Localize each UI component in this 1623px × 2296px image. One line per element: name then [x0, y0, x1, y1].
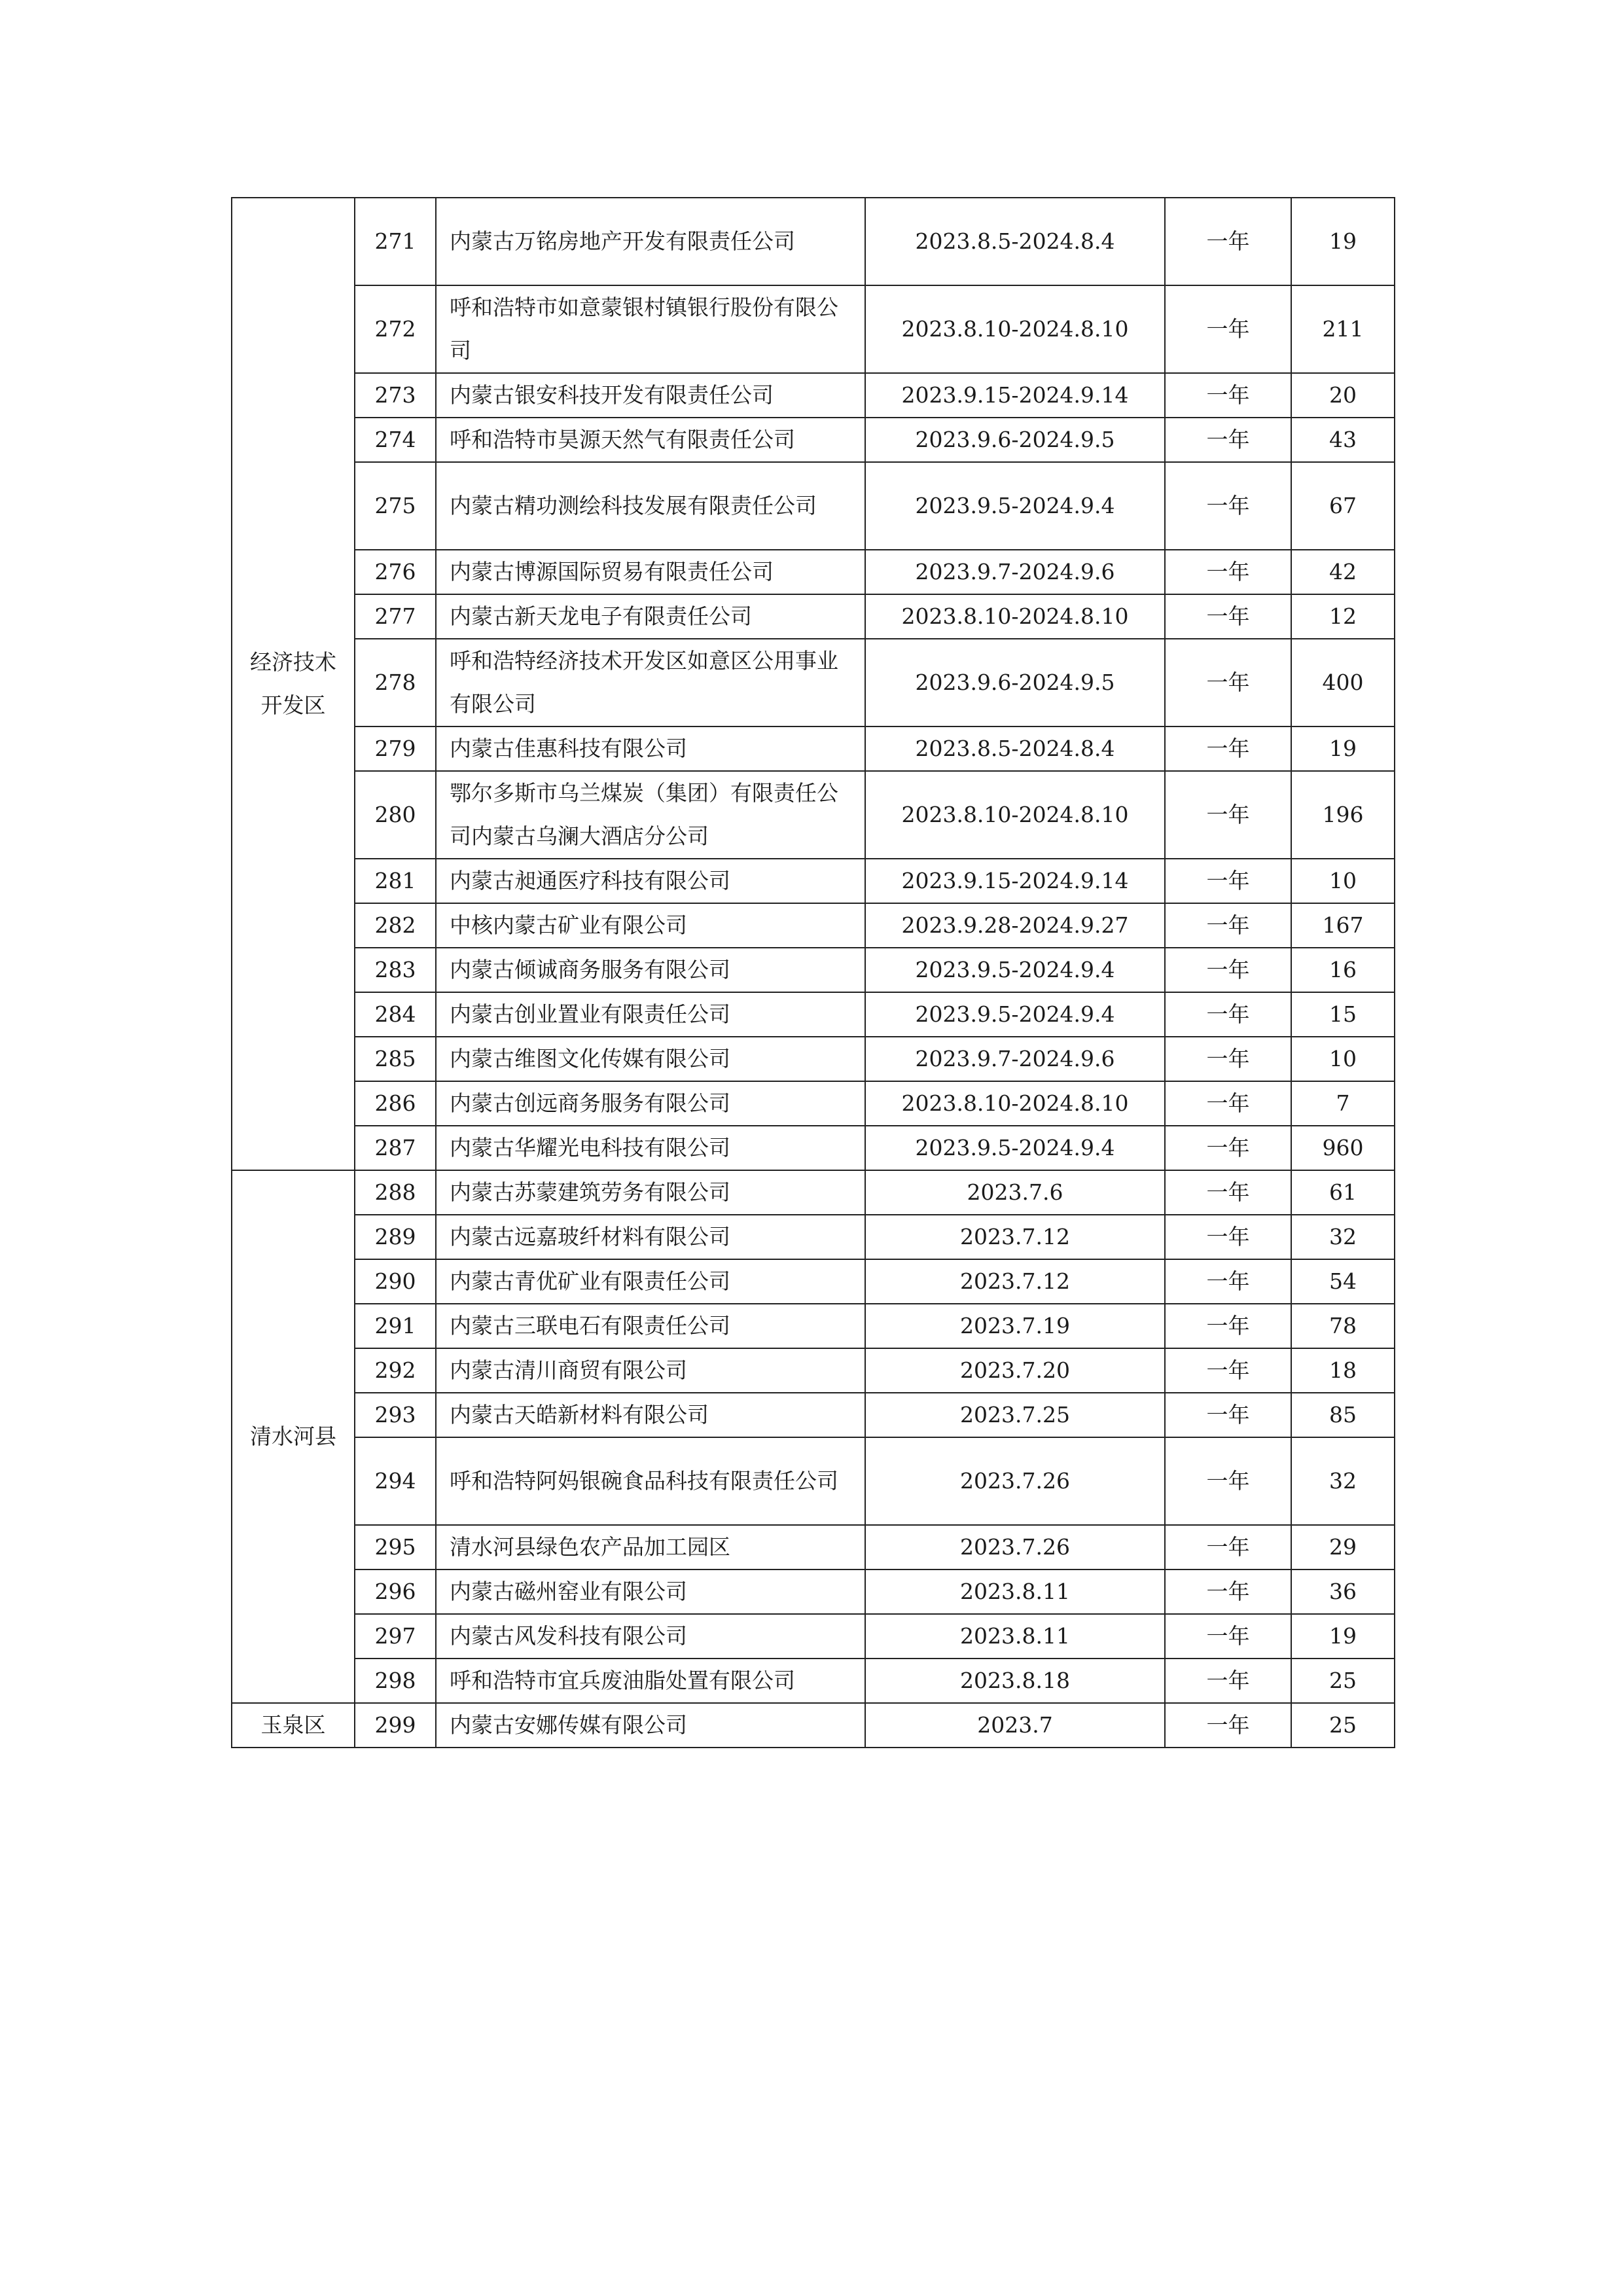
row-number-cell: 279 [355, 726, 436, 771]
count-cell: 54 [1291, 1259, 1395, 1304]
count-cell: 167 [1291, 903, 1395, 948]
company-list-table [231, 197, 1395, 1748]
table-row [232, 373, 1395, 418]
row-number-cell: 281 [355, 859, 436, 903]
count-cell: 211 [1291, 285, 1395, 373]
table-row [232, 1126, 1395, 1170]
company-name-cell: 内蒙古佳惠科技有限公司 [436, 726, 865, 771]
count-cell: 25 [1291, 1659, 1395, 1703]
term-cell: 一年 [1165, 1259, 1291, 1304]
table-row [232, 550, 1395, 594]
period-cell: 2023.9.28-2024.9.27 [865, 903, 1165, 948]
company-name-cell: 内蒙古远嘉玻纤材料有限公司 [436, 1215, 865, 1259]
table-row [232, 1037, 1395, 1081]
count-cell: 19 [1291, 1614, 1395, 1659]
row-number-cell: 291 [355, 1304, 436, 1348]
table-body [232, 198, 1395, 1748]
row-number-cell: 298 [355, 1659, 436, 1703]
row-number-cell: 275 [355, 462, 436, 550]
table-row [232, 1703, 1395, 1748]
company-name-cell: 内蒙古华耀光电科技有限公司 [436, 1126, 865, 1170]
table-row [232, 726, 1395, 771]
term-cell: 一年 [1165, 859, 1291, 903]
row-number-cell: 286 [355, 1081, 436, 1126]
company-name-cell: 呼和浩特阿妈银碗食品科技有限责任公司 [436, 1437, 865, 1525]
period-cell: 2023.8.10-2024.8.10 [865, 594, 1165, 639]
term-cell: 一年 [1165, 639, 1291, 726]
count-cell: 10 [1291, 859, 1395, 903]
table-row [232, 1525, 1395, 1570]
table-row [232, 903, 1395, 948]
count-cell: 85 [1291, 1393, 1395, 1437]
table-row [232, 948, 1395, 992]
company-name-cell: 内蒙古创远商务服务有限公司 [436, 1081, 865, 1126]
table-row [232, 198, 1395, 285]
table-row [232, 462, 1395, 550]
row-number-cell: 278 [355, 639, 436, 726]
company-name-cell: 鄂尔多斯市乌兰煤炭（集团）有限责任公司内蒙古乌澜大酒店分公司 [436, 771, 865, 859]
company-name-cell: 呼和浩特市昊源天然气有限责任公司 [436, 418, 865, 462]
company-name-cell: 内蒙古青优矿业有限责任公司 [436, 1259, 865, 1304]
count-cell: 15 [1291, 992, 1395, 1037]
term-cell: 一年 [1165, 1170, 1291, 1215]
period-cell: 2023.9.5-2024.9.4 [865, 462, 1165, 550]
table-row [232, 418, 1395, 462]
period-cell: 2023.9.15-2024.9.14 [865, 373, 1165, 418]
count-cell: 78 [1291, 1304, 1395, 1348]
count-cell: 18 [1291, 1348, 1395, 1393]
term-cell: 一年 [1165, 1525, 1291, 1570]
period-cell: 2023.7.20 [865, 1348, 1165, 1393]
company-name-cell: 内蒙古磁州窑业有限公司 [436, 1570, 865, 1614]
company-name-cell: 清水河县绿色农产品加工园区 [436, 1525, 865, 1570]
count-cell: 43 [1291, 418, 1395, 462]
term-cell: 一年 [1165, 1614, 1291, 1659]
row-number-cell: 289 [355, 1215, 436, 1259]
period-cell: 2023.7.19 [865, 1304, 1165, 1348]
period-cell: 2023.7.26 [865, 1437, 1165, 1525]
period-cell: 2023.9.6-2024.9.5 [865, 639, 1165, 726]
table-row [232, 1081, 1395, 1126]
table-row [232, 771, 1395, 859]
table-row [232, 1215, 1395, 1259]
count-cell: 42 [1291, 550, 1395, 594]
count-cell: 61 [1291, 1170, 1395, 1215]
term-cell: 一年 [1165, 1570, 1291, 1614]
period-cell: 2023.9.6-2024.9.5 [865, 418, 1165, 462]
period-cell: 2023.9.5-2024.9.4 [865, 1126, 1165, 1170]
table-row [232, 285, 1395, 373]
count-cell: 67 [1291, 462, 1395, 550]
count-cell: 7 [1291, 1081, 1395, 1126]
row-number-cell: 273 [355, 373, 436, 418]
district-cell: 玉泉区 [232, 1703, 355, 1748]
term-cell: 一年 [1165, 771, 1291, 859]
count-cell: 19 [1291, 198, 1395, 285]
period-cell: 2023.9.7-2024.9.6 [865, 550, 1165, 594]
row-number-cell: 294 [355, 1437, 436, 1525]
row-number-cell: 290 [355, 1259, 436, 1304]
term-cell: 一年 [1165, 1393, 1291, 1437]
company-name-cell: 呼和浩特经济技术开发区如意区公用事业有限公司 [436, 639, 865, 726]
company-name-cell: 呼和浩特市如意蒙银村镇银行股份有限公司 [436, 285, 865, 373]
term-cell: 一年 [1165, 1304, 1291, 1348]
period-cell: 2023.8.5-2024.8.4 [865, 198, 1165, 285]
term-cell: 一年 [1165, 992, 1291, 1037]
period-cell: 2023.7.12 [865, 1259, 1165, 1304]
period-cell: 2023.8.11 [865, 1614, 1165, 1659]
period-cell: 2023.8.10-2024.8.10 [865, 771, 1165, 859]
row-number-cell: 283 [355, 948, 436, 992]
table-row [232, 1348, 1395, 1393]
term-cell: 一年 [1165, 903, 1291, 948]
row-number-cell: 293 [355, 1393, 436, 1437]
period-cell: 2023.7 [865, 1703, 1165, 1748]
period-cell: 2023.8.10-2024.8.10 [865, 285, 1165, 373]
period-cell: 2023.7.25 [865, 1393, 1165, 1437]
table-row [232, 859, 1395, 903]
row-number-cell: 284 [355, 992, 436, 1037]
count-cell: 29 [1291, 1525, 1395, 1570]
row-number-cell: 297 [355, 1614, 436, 1659]
count-cell: 32 [1291, 1215, 1395, 1259]
count-cell: 196 [1291, 771, 1395, 859]
table-row [232, 1393, 1395, 1437]
term-cell: 一年 [1165, 1703, 1291, 1748]
count-cell: 16 [1291, 948, 1395, 992]
term-cell: 一年 [1165, 462, 1291, 550]
count-cell: 36 [1291, 1570, 1395, 1614]
row-number-cell: 285 [355, 1037, 436, 1081]
row-number-cell: 292 [355, 1348, 436, 1393]
company-name-cell: 内蒙古天皓新材料有限公司 [436, 1393, 865, 1437]
count-cell: 400 [1291, 639, 1395, 726]
company-name-cell: 内蒙古万铭房地产开发有限责任公司 [436, 198, 865, 285]
district-cell: 清水河县 [232, 1170, 355, 1703]
row-number-cell: 295 [355, 1525, 436, 1570]
company-name-cell: 内蒙古精功测绘科技发展有限责任公司 [436, 462, 865, 550]
row-number-cell: 287 [355, 1126, 436, 1170]
term-cell: 一年 [1165, 373, 1291, 418]
count-cell: 20 [1291, 373, 1395, 418]
term-cell: 一年 [1165, 1126, 1291, 1170]
row-number-cell: 280 [355, 771, 436, 859]
period-cell: 2023.8.10-2024.8.10 [865, 1081, 1165, 1126]
row-number-cell: 299 [355, 1703, 436, 1748]
row-number-cell: 288 [355, 1170, 436, 1215]
table-row [232, 1570, 1395, 1614]
period-cell: 2023.7.12 [865, 1215, 1165, 1259]
count-cell: 32 [1291, 1437, 1395, 1525]
company-name-cell: 内蒙古风发科技有限公司 [436, 1614, 865, 1659]
company-name-cell: 内蒙古苏蒙建筑劳务有限公司 [436, 1170, 865, 1215]
row-number-cell: 271 [355, 198, 436, 285]
company-name-cell: 内蒙古清川商贸有限公司 [436, 1348, 865, 1393]
period-cell: 2023.7.6 [865, 1170, 1165, 1215]
term-cell: 一年 [1165, 594, 1291, 639]
district-cell: 经济技术开发区 [232, 198, 355, 1170]
company-name-cell: 中核内蒙古矿业有限公司 [436, 903, 865, 948]
term-cell: 一年 [1165, 726, 1291, 771]
period-cell: 2023.7.26 [865, 1525, 1165, 1570]
row-number-cell: 282 [355, 903, 436, 948]
term-cell: 一年 [1165, 948, 1291, 992]
count-cell: 960 [1291, 1126, 1395, 1170]
company-name-cell: 呼和浩特市宜兵废油脂处置有限公司 [436, 1659, 865, 1703]
count-cell: 25 [1291, 1703, 1395, 1748]
term-cell: 一年 [1165, 418, 1291, 462]
table-row [232, 1170, 1395, 1215]
term-cell: 一年 [1165, 1659, 1291, 1703]
term-cell: 一年 [1165, 1437, 1291, 1525]
table-row [232, 992, 1395, 1037]
term-cell: 一年 [1165, 1215, 1291, 1259]
table-row [232, 594, 1395, 639]
row-number-cell: 296 [355, 1570, 436, 1614]
company-name-cell: 内蒙古创业置业有限责任公司 [436, 992, 865, 1037]
period-cell: 2023.9.5-2024.9.4 [865, 948, 1165, 992]
company-name-cell: 内蒙古倾诚商务服务有限公司 [436, 948, 865, 992]
table-row [232, 1614, 1395, 1659]
company-name-cell: 内蒙古昶通医疗科技有限公司 [436, 859, 865, 903]
row-number-cell: 272 [355, 285, 436, 373]
term-cell: 一年 [1165, 198, 1291, 285]
row-number-cell: 274 [355, 418, 436, 462]
table-row [232, 1259, 1395, 1304]
term-cell: 一年 [1165, 1348, 1291, 1393]
period-cell: 2023.9.15-2024.9.14 [865, 859, 1165, 903]
company-name-cell: 内蒙古博源国际贸易有限责任公司 [436, 550, 865, 594]
row-number-cell: 276 [355, 550, 436, 594]
period-cell: 2023.8.11 [865, 1570, 1165, 1614]
count-cell: 10 [1291, 1037, 1395, 1081]
table-row [232, 639, 1395, 726]
company-name-cell: 内蒙古新天龙电子有限责任公司 [436, 594, 865, 639]
term-cell: 一年 [1165, 285, 1291, 373]
table-row [232, 1659, 1395, 1703]
count-cell: 19 [1291, 726, 1395, 771]
period-cell: 2023.9.5-2024.9.4 [865, 992, 1165, 1037]
company-name-cell: 内蒙古三联电石有限责任公司 [436, 1304, 865, 1348]
company-name-cell: 内蒙古银安科技开发有限责任公司 [436, 373, 865, 418]
table-row [232, 1437, 1395, 1525]
company-name-cell: 内蒙古维图文化传媒有限公司 [436, 1037, 865, 1081]
term-cell: 一年 [1165, 1081, 1291, 1126]
term-cell: 一年 [1165, 1037, 1291, 1081]
count-cell: 12 [1291, 594, 1395, 639]
company-name-cell: 内蒙古安娜传媒有限公司 [436, 1703, 865, 1748]
term-cell: 一年 [1165, 550, 1291, 594]
table-row [232, 1304, 1395, 1348]
period-cell: 2023.9.7-2024.9.6 [865, 1037, 1165, 1081]
period-cell: 2023.8.18 [865, 1659, 1165, 1703]
period-cell: 2023.8.5-2024.8.4 [865, 726, 1165, 771]
row-number-cell: 277 [355, 594, 436, 639]
